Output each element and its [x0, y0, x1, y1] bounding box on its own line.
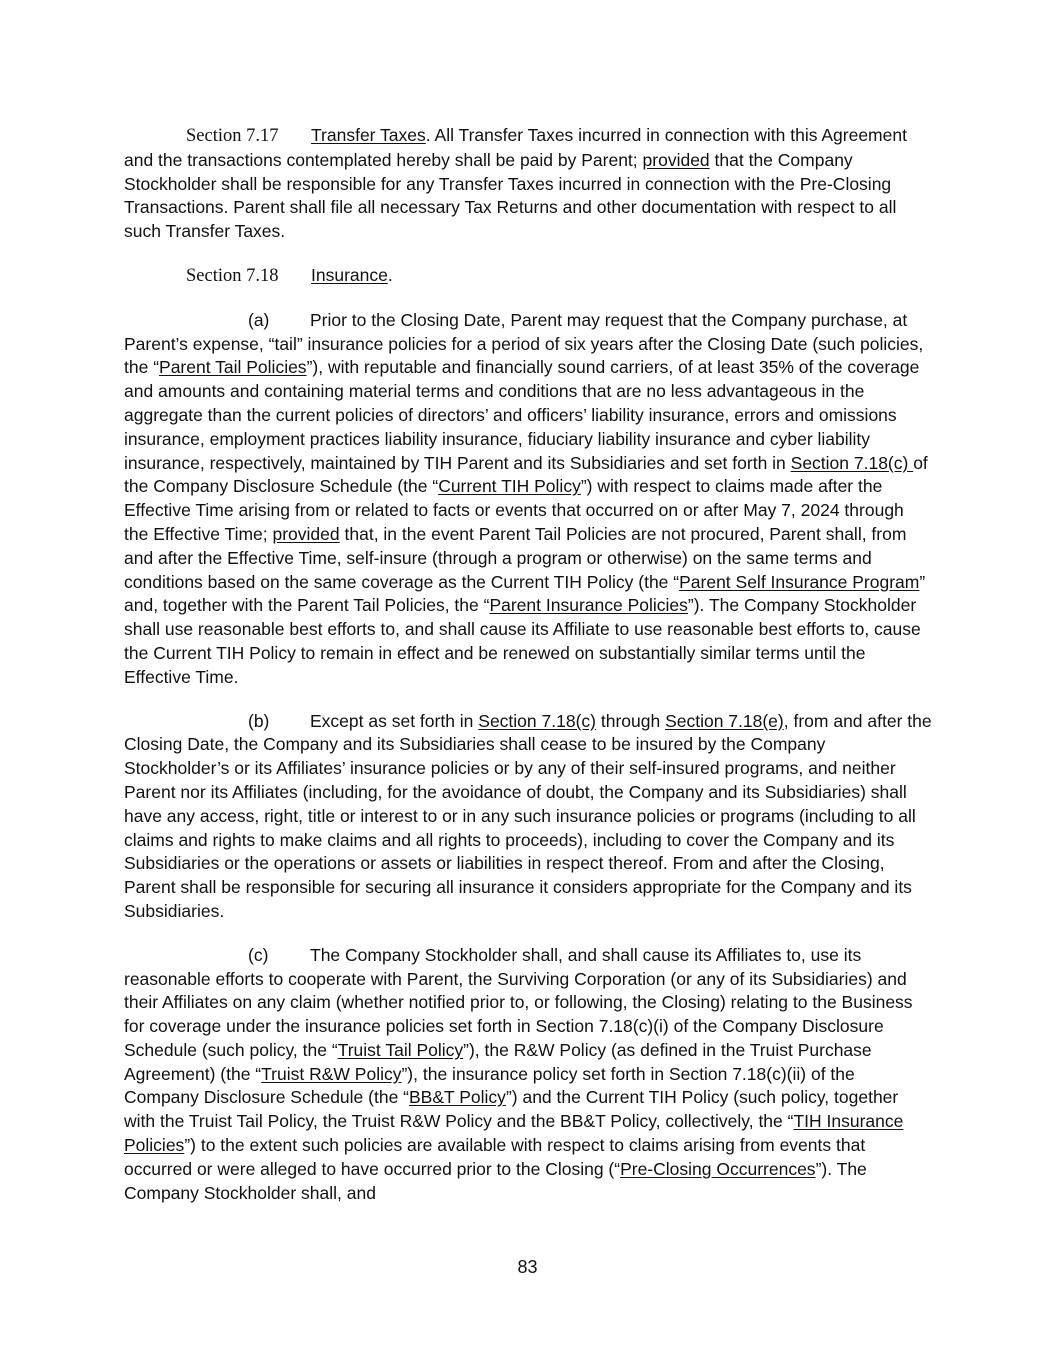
paragraph-a [124, 309, 932, 690]
paragraph-b [124, 710, 932, 924]
page-number: 83 [517, 1257, 538, 1277]
paragraph-text: ” and, together with the Parent Tail Policies, the “ [124, 571, 926, 616]
defined-term: Parent Tail Policies [159, 357, 307, 378]
paragraph-b-label: (b) [248, 710, 270, 731]
section-7-17-label: Section 7.17 [186, 126, 279, 146]
paragraph-text: ”), with reputable and financially sound carriers, of at least 35% of the coverage and amounts and containing material terms and conditions that are no less advantageous in the aggregate than the current policies of directors’ and officers’ liability insurance, errors and omissions insurance, employment practices liability insurance, fiduciary liability insurance and cyber liability insurance, respectively, maintained by TIH Parent and its Subsidiaries and set forth in [124, 357, 920, 473]
paragraph-text: The Company Stockholder shall, and shall cause its Affiliates to, use its reasonable efforts to cooperate with Parent, the Surviving Corporation (or any of its Subsidiaries) and their Affiliates on any claim (whether notified prior to, or following, the Closing) relating to the Business for coverage under the insurance policies set forth in Section 7.18(c)(i) of the Company Disclosure Schedule (such policy, the “ [124, 944, 913, 1060]
paragraph-text: that, in the event Parent Tail Policies are not procured, Parent shall, from and after the Effective Time, self-insure (through a program or otherwise) on the same terms and conditions based on the same coverage as the Current TIH Policy (the “ [124, 523, 907, 592]
paragraph-text: ”) and the Current TIH Policy (such policy, together with the Truist Tail Policy, the Truist R&W Policy and the BB&T Policy, collectively, the “ [124, 1087, 899, 1132]
paragraph-a-label: (a) [248, 309, 270, 330]
cross-reference: Section 7.18(c) [790, 452, 914, 473]
paragraph-text: ”), the R&W Policy (as defined in the Truist Purchase Agreement) (the “ [124, 1039, 872, 1084]
defined-term: Truist R&W Policy [261, 1063, 402, 1084]
defined-term: provided [642, 149, 710, 170]
section-7-18-label: Section 7.18 [186, 265, 279, 286]
cross-reference: Section 7.18(e) [665, 710, 784, 731]
paragraph-c [124, 944, 932, 1206]
paragraph-text: of the Company Disclosure Schedule (the “ [124, 452, 928, 497]
paragraph-text: ”). The Company Stockholder shall, and [124, 1158, 867, 1203]
defined-term: Current TIH Policy [438, 476, 581, 497]
section-7-17-text: . All Transfer Taxes incurred in connection with this Agreement and the transactions contemplated hereby shall be paid by Parent; [124, 125, 907, 170]
defined-term: Truist Tail Policy [337, 1039, 464, 1060]
paragraph-text: Except as set forth in [310, 710, 479, 731]
section-7-17-paragraph [124, 124, 932, 244]
section-7-18-heading [124, 264, 932, 289]
section-7-17-title: Transfer Taxes [311, 125, 426, 145]
paragraph-text: ”) with respect to claims made after the Effective Time arising from or related to facts or events that occurred on or after May 7, 2024 through the Effective Time; [124, 476, 904, 544]
paragraph-text: Prior to the Closing Date, Parent may request that the Company purchase, at Parent’s expense, “tail” insurance policies for a period of six years after the Closing Date (such policies, the “ [124, 309, 924, 378]
defined-term: BB&T Policy [409, 1087, 506, 1108]
paragraph-text: , from and after the Closing Date, the Company and its Subsidiaries shall cease to be insured by the Company Stockholder’s or its Affiliates’ insurance policies or by any of their self-insured programs, and neither Parent nor its Affiliates (including, for the avoidance of doubt, the Company and its Subsidiaries) shall have any access, right, title or interest to or in any such insurance policies or programs (including to all claims and rights to make claims and all rights to proceeds), including to cover the Company and its Subsidiaries or the operations or assets or liabilities in respect thereof. From and after the Closing, Parent shall be responsible for securing all insurance it considers appropriate for the Company and its Subsidiaries. [124, 710, 932, 921]
heading-period: . [387, 264, 393, 285]
section-7-18-title: Insurance [311, 264, 388, 285]
paragraph-text: ”), the insurance policy set forth in Section 7.18(c)(ii) of the Company Disclosure Schedule (the “ [124, 1063, 855, 1108]
defined-term: TIH Insurance Policies [124, 1111, 904, 1156]
defined-term: provided [272, 523, 340, 544]
defined-term: Parent Insurance Policies [489, 595, 688, 616]
defined-term: Parent Self Insurance Program [679, 571, 920, 592]
paragraph-text: ”) to the extent such policies are available with respect to claims arising from events that occurred or were alleged to have occurred prior to the Closing (“ [124, 1135, 866, 1179]
defined-term: Pre-Closing Occurrences [620, 1158, 816, 1179]
paragraph-text: through [595, 710, 666, 731]
paragraph-text: ”). The Company Stockholder shall use reasonable best efforts to, and shall cause its Affiliate to use reasonable best efforts to, cause the Current TIH Policy to remain in effect and be renewed on substantially similar terms until the Effective Time. [124, 595, 921, 687]
paragraph-c-label: (c) [248, 944, 269, 965]
cross-reference: Section 7.18(c) [478, 710, 596, 731]
section-7-17-text: that the Company Stockholder shall be responsible for any Transfer Taxes incurred in connection with the Pre-Closing Transactions. Parent shall file all necessary Tax Returns and other documentation with respect to all such Transfer Taxes. [124, 149, 897, 242]
page-body [124, 124, 932, 1205]
